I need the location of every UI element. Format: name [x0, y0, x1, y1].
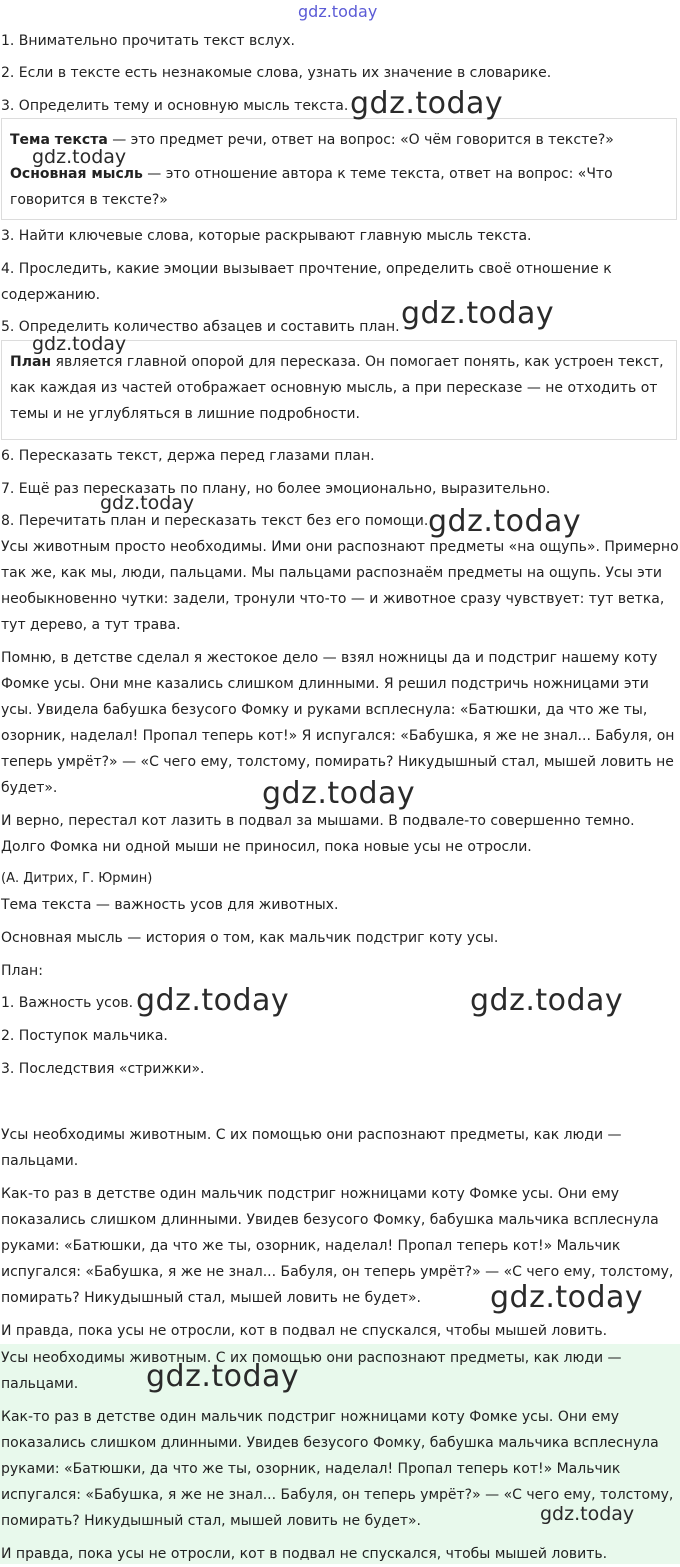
watermark: gdz.today — [401, 296, 555, 331]
plan-item-3: 3. Последствия «стрижки». — [1, 1061, 205, 1077]
plan-label: План: — [1, 963, 43, 979]
plan-item-2: 2. Поступок мальчика. — [1, 1028, 168, 1044]
retell-paragraph-3: И правда, пока усы не отросли, кот в подвал не спускался, чтобы мышей ловить. — [1, 1323, 608, 1339]
retell-copy-paragraph-3: И правда, пока усы не отросли, кот в подвал не спускался, чтобы мышей ловить. — [1, 1546, 608, 1562]
watermark: gdz.today — [146, 1359, 300, 1394]
watermark: gdz.today — [428, 504, 582, 539]
watermark-top: gdz.today — [298, 2, 378, 21]
definition-box-plan — [1, 340, 677, 440]
watermark: gdz.today — [32, 146, 127, 168]
term-theme: Тема текста — [10, 132, 108, 148]
step-4: 4. Проследить, какие эмоции вызывает прочтение, определить своё отношение к содержанию. — [1, 261, 612, 303]
retell-paragraph-1: Усы необходимы животным. С их помощью они распознают предметы, как люди — пальцами. — [1, 1127, 622, 1169]
watermark: gdz.today — [540, 1503, 635, 1525]
plan-item-1: 1. Важность усов. — [1, 995, 134, 1011]
watermark: gdz.today — [100, 492, 195, 514]
definition-theme: Тема текста — это предмет речи, ответ на вопрос: «О чём говорится в тексте?» — [10, 132, 614, 148]
watermark: gdz.today — [32, 333, 127, 355]
step-3: 3. Определить тему и основную мысль текста. — [1, 98, 349, 114]
analysis-theme: Тема текста — важность усов для животных. — [1, 897, 339, 913]
watermark: gdz.today — [470, 983, 624, 1018]
term-plan: План — [10, 354, 52, 370]
step-3b: 3. Найти ключевые слова, которые раскрывают главную мысль текста. — [1, 228, 532, 244]
definition-plan: План является главной опорой для пересказа. Он помогает понять, как устроен текст, как каждая из частей отображает основную мысль, а при пересказе — не отходить от темы и не углубляться в лишние подробности. — [10, 354, 664, 422]
definition-box-theme — [1, 118, 677, 220]
retell-copy-paragraph-1: Усы необходимы животным. С их помощью они распознают предметы, как люди — пальцами. — [1, 1350, 622, 1392]
story-paragraph-1: Усы животным просто необходимы. Ими они распознают предметы «на ощупь». Примерно так же, как мы, люди, пальцами. Мы пальцами распознаём предметы на ощупь. Усы эти необыкновенно чутки: задели, тронули что-то — и животное сразу чувствует: тут ветка, тут дерево, а тут трава. — [1, 539, 679, 633]
step-8: 8. Перечитать план и пересказать текст без его помощи. — [1, 513, 429, 529]
story-paragraph-3: И верно, перестал кот лазить в подвал за мышами. В подвале-то совершенно темно. Долго Фомка ни одной мыши не приносил, пока новые усы не отросли. — [1, 813, 635, 855]
watermark: gdz.today — [136, 983, 290, 1018]
retell-copy-paragraph-2: Как-то раз в детстве один мальчик подстриг ножницами коту Фомке усы. Они ему показались слишком длинными. Увидев безусого Фомку, бабушка мальчика всплеснула руками: «Батюшки, да что же ты, озорник, наделал! Пропал теперь кот!» Мальчик испугался: «Бабушка, я же не знал... Бабуля, он теперь умрёт?» — «С чего ему, толстому, помирать? Никудышный стал, мышей ловить не будет». — [1, 1409, 674, 1529]
watermark: gdz.today — [490, 1280, 644, 1315]
definition-idea: Основная мысль — это отношение автора к теме текста, ответ на вопрос: «Что говорится в тексте?» — [10, 166, 613, 208]
step-6: 6. Пересказать текст, держа перед глазами план. — [1, 448, 375, 464]
step-2: 2. Если в тексте есть незнакомые слова, узнать их значение в словарике. — [1, 65, 552, 81]
term-idea: Основная мысль — [10, 166, 143, 182]
step-1: 1. Внимательно прочитать текст вслух. — [1, 33, 295, 49]
watermark: gdz.today — [350, 86, 504, 121]
analysis-idea: Основная мысль — история о том, как мальчик подстриг коту усы. — [1, 930, 499, 946]
story-paragraph-2: Помню, в детстве сделал я жестокое дело — взял ножницы да и подстриг нашему коту Фомке усы. Они мне казались слишком длинными. Я решил подстричь ножницами эти усы. Увидела бабушка безусого Фомку и руками всплеснула: «Батюшки, да что же ты, озорник, наделал! Пропал теперь кот!» Я испугался: «Бабушка, я же не знал... Бабуля, он теперь умрёт?» — «С чего ему, толстому, помирать? Никудышный стал, мышей ловить не будет». — [1, 650, 675, 796]
story-authors: (А. Дитрих, Г. Юрмин) — [1, 871, 153, 886]
step-7: 7. Ещё раз пересказать по плану, но более эмоционально, выразительно. — [1, 481, 551, 497]
step-5: 5. Определить количество абзацев и составить план. — [1, 319, 400, 335]
retell-paragraph-2: Как-то раз в детстве один мальчик подстриг ножницами коту Фомке усы. Они ему показались слишком длинными. Увидев безусого Фомку, бабушка мальчика всплеснула руками: «Батюшки, да что же ты, озорник, наделал! Пропал теперь кот!» Мальчик испугался: «Бабушка, я же не знал... Бабуля, он теперь умрёт?» — «С чего ему, толстому, помирать? Никудышный стал, мышей ловить не будет». — [1, 1186, 674, 1306]
watermark: gdz.today — [262, 776, 416, 811]
